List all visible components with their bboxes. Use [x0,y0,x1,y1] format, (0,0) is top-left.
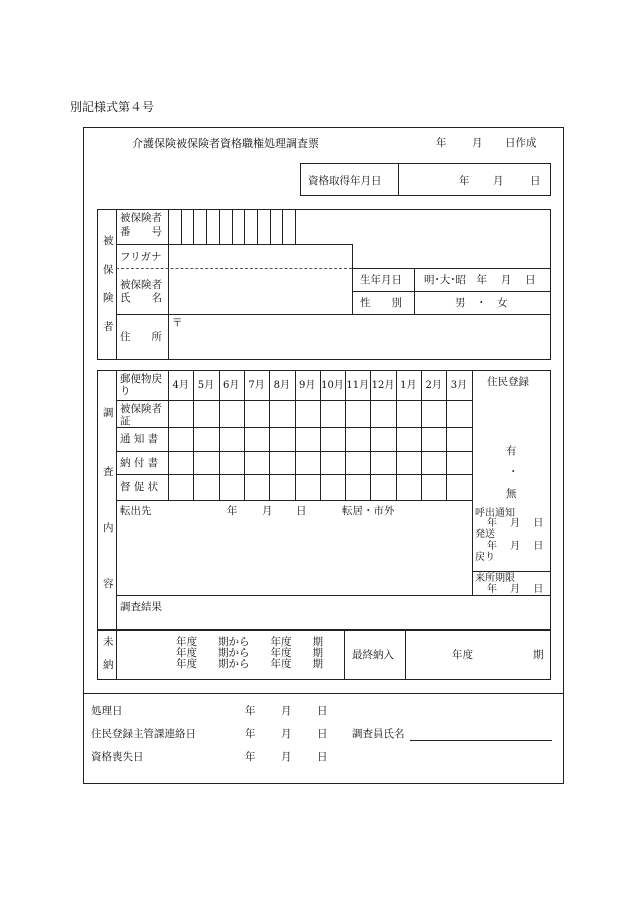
loss-day: 日 [317,751,328,763]
number-row-bottom [116,244,352,245]
unpaid-period-1: 年度 期から 年度 期 [176,636,323,648]
survey-row-label: 通 知 書 [120,433,159,445]
acquired-day: 日 [530,175,541,187]
number-cell-divider [282,209,283,244]
created-day: 日作成 [505,137,537,149]
number-label-1: 被保険者 [120,212,162,224]
name-right-divider [352,244,353,314]
investigator-line[interactable] [410,740,552,741]
contact-month: 月 [281,728,292,740]
number-cell-divider [206,209,207,244]
number-cell-divider [270,209,271,244]
visit-label: 来所期限 [475,573,515,584]
returned-label: 戻り [475,552,495,563]
loss-date-label: 資格喪失日 [91,751,144,763]
month-row-divider [116,474,472,475]
moved-scope: 転居・市外 [342,505,395,517]
survey-row-label: 郵便物戻 [120,373,162,385]
registry-col-divider [472,500,473,595]
processing-month: 月 [281,705,292,717]
summon-label: 呼出通知 [475,508,515,519]
address-label: 住 所 [120,331,162,343]
registry-label: 住民登録 [487,376,529,388]
insured-char-4: 者 [103,321,114,333]
furigana-label: フリガナ [120,251,162,263]
last-payment-term: 期 [533,649,544,661]
visit-top [472,571,551,572]
number-cell-divider [244,209,245,244]
month-header: 1月 [400,380,417,391]
insured-char-1: 被 [103,235,114,247]
insured-char-3: 険 [103,292,114,304]
visit-date: 年 月 日 [487,584,544,595]
month-header: 3月 [450,380,468,391]
furigana-dash [116,268,352,269]
survey-row-label: 納 付 書 [120,456,159,469]
survey-char-3: 内 [103,522,114,534]
month-header: 5月 [197,380,215,391]
sent-date: 年 月 日 [487,541,544,552]
birth-value: 明･大･昭 年 月 日 [424,274,536,286]
number-cell-divider [219,209,220,244]
acquired-month: 月 [493,175,504,187]
number-cell-divider [181,209,182,244]
month-header: 6月 [223,380,240,391]
survey-char-4: 容 [103,578,114,590]
processing-date-label: 処理日 [91,705,123,717]
moved-year: 年 [227,505,238,517]
unpaid-period-3: 年度 期から 年度 期 [176,658,323,670]
unpaid-right-divider [405,630,406,680]
birth-top [352,268,551,269]
loss-month: 月 [281,751,292,763]
last-payment-year: 年度 [452,649,473,661]
sex-value: 男 ・ 女 [455,297,508,309]
name-label-1: 被保険者 [120,279,162,291]
unpaid-period-2: 年度 期から 年度 期 [176,647,323,659]
birth-divider [414,268,415,314]
address-top [116,314,551,315]
month-header: 8月 [273,380,291,391]
number-cell-divider [193,209,194,244]
insured-left-divider [116,209,117,360]
created-year: 年 [436,137,447,149]
moved-to-label: 転出先 [120,505,152,517]
summon-date: 年 月 日 [487,518,544,529]
month-row-divider [116,427,472,428]
month-col-divider [472,370,473,500]
survey-char-2: 査 [103,466,114,478]
number-label-2: 番 号 [120,226,162,238]
acquired-year: 年 [459,175,470,187]
month-row-divider [116,500,472,501]
result-top [116,595,551,596]
registry-contact-label: 住民登録主管課連絡日 [91,728,196,740]
month-header: 2月 [425,380,442,391]
survey-row-label: 証 [120,415,131,427]
birth-label: 生年月日 [360,274,402,286]
month-row-divider [116,400,472,401]
unpaid-left-divider [116,630,117,680]
month-header: 7月 [248,380,265,391]
number-cell-divider [257,209,258,244]
loss-year: 年 [245,751,256,763]
sex-label: 性 別 [360,297,402,309]
processing-year: 年 [245,705,256,717]
investigator-label: 調査員氏名 [352,728,405,740]
month-header: 11月 [346,380,370,391]
contact-year: 年 [245,728,256,740]
contact-day: 日 [317,728,328,740]
month-row-divider [116,451,472,452]
survey-row-label: り [120,385,131,397]
registry-dot: ・ [508,466,519,478]
processing-day: 日 [317,705,328,717]
unpaid-mid-divider [344,630,345,680]
registry-yes: 有 [506,445,517,457]
unpaid-char-2: 納 [103,659,114,671]
form-number: 別記様式第４号 [70,100,155,114]
number-cell-divider [295,209,296,244]
unpaid-section [97,630,551,680]
acquired-label: 資格取得年月日 [308,175,382,187]
acquired-divider [398,163,399,196]
form-title: 介護保険被保険者資格職権処理調査票 [132,137,319,150]
registry-no: 無 [506,488,517,500]
created-month: 月 [472,137,483,149]
number-cell-divider [232,209,233,244]
name-label-2: 氏 名 [120,292,162,304]
month-header: 4月 [172,380,189,391]
insured-label-divider [168,209,169,360]
postal-mark: 〒 [172,317,183,329]
result-label: 調査結果 [120,601,162,613]
last-payment-label: 最終納入 [352,649,394,661]
birth-bottom [352,291,551,292]
survey-row-label: 被保険者 [120,403,162,415]
moved-day: 日 [296,505,307,517]
survey-row-label: 督 促 状 [120,481,159,493]
month-header: 9月 [298,380,316,391]
unpaid-char-1: 未 [103,636,114,648]
sent-label: 発送 [475,529,495,540]
footer-divider [83,693,564,694]
month-header: 12月 [371,380,395,391]
survey-char-1: 調 [103,407,114,419]
insured-char-2: 保 [103,264,114,276]
moved-month: 月 [262,505,273,517]
month-header: 10月 [321,380,344,391]
